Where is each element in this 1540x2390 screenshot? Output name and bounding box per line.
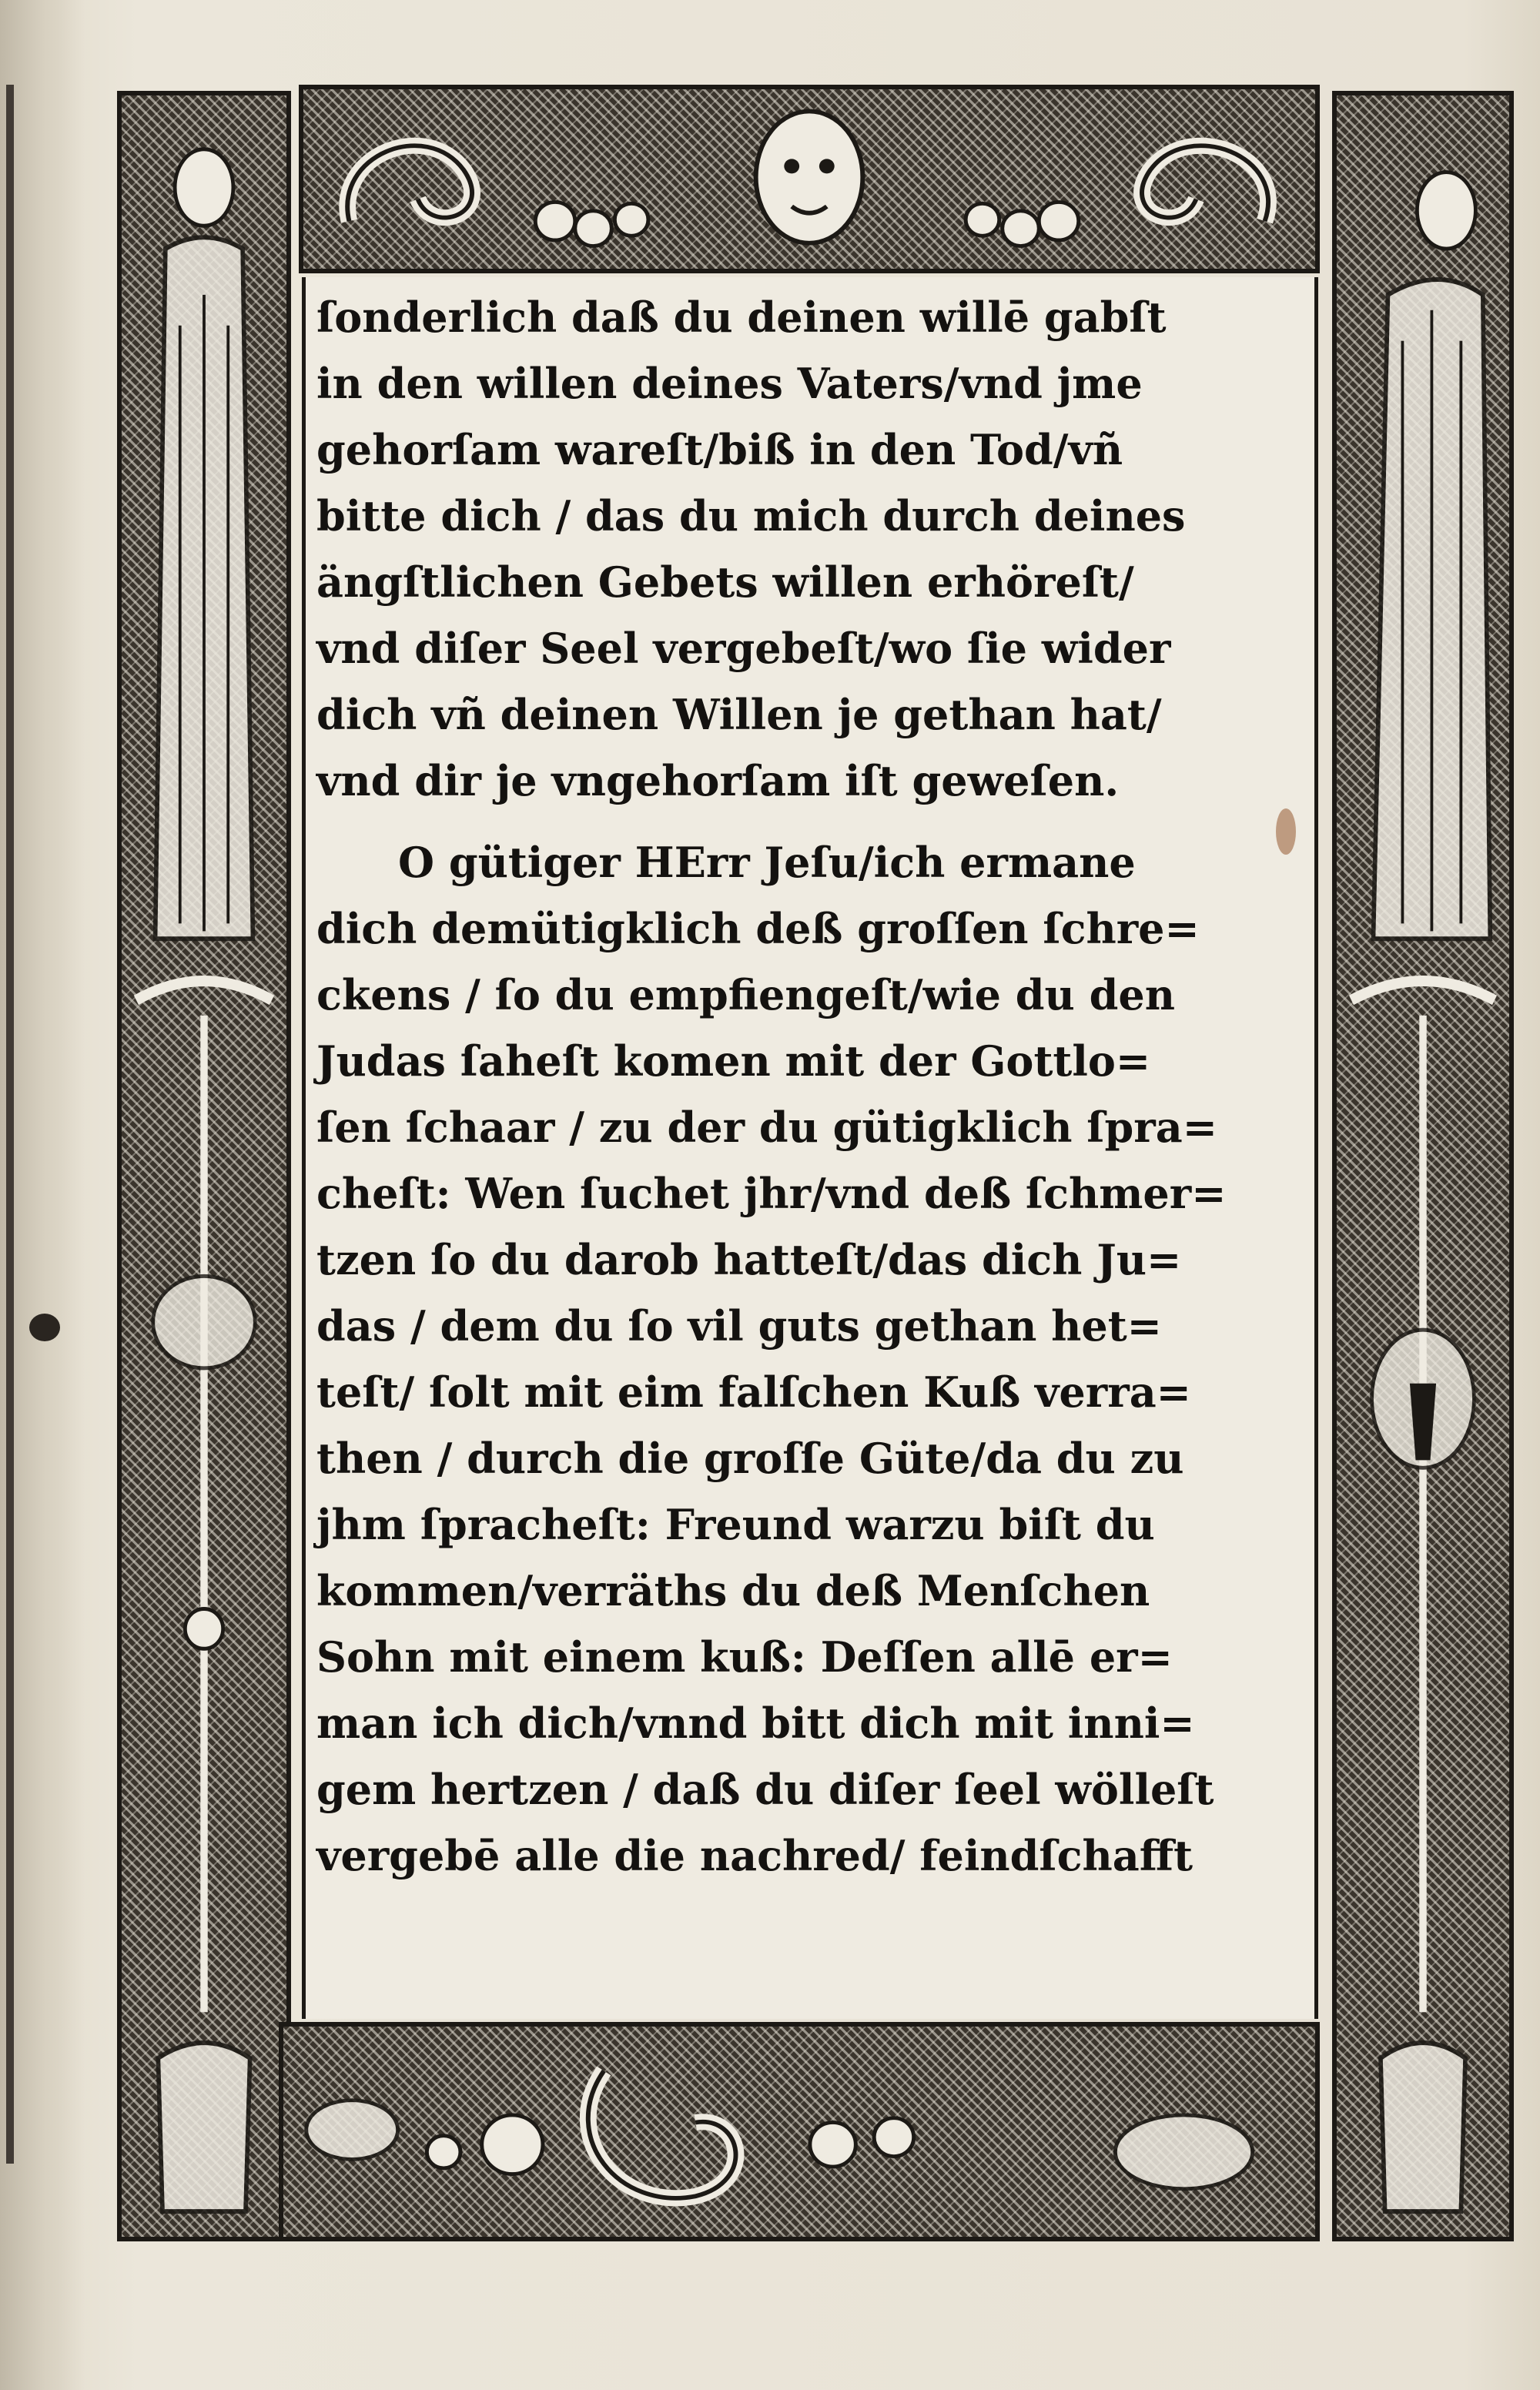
text-line: vergebē alle die nachred/ feindſchafft <box>316 1831 1194 1880</box>
text-line: dich vñ deinen Willen je gethan hat/ <box>316 690 1162 739</box>
text-line: dich demütigklich deß groſſen ſchre= <box>316 904 1200 953</box>
text-line: cheſt: Wen ſuchet jhr/vnd deß ſchmer= <box>316 1169 1227 1218</box>
text-line: then / durch die groſſe Güte/da du zu <box>316 1434 1184 1483</box>
text-line: bitte dich / das du mich durch deines <box>316 491 1186 541</box>
text-line: ſen ſchaar / zu der du gütigklich ſpra= <box>316 1103 1217 1152</box>
standing-figure-icon <box>1337 95 1509 2237</box>
text-line: Judas ſaheſt komen mit der Gottlo= <box>316 1036 1151 1086</box>
scroll-ornament-icon <box>303 89 1315 269</box>
facing-page-edge <box>6 85 14 2164</box>
book-gutter <box>0 0 85 2390</box>
text-line: vnd dir je vngehorſam iſt geweſen. <box>316 756 1120 805</box>
text-line: man ich dich/vnnd bitt dich mit inni= <box>316 1699 1195 1748</box>
text-line: gehorſam wareſt/biß in den Tod/vñ <box>316 425 1123 474</box>
text-line: das / dem du ſo vil guts gethan het= <box>316 1301 1162 1351</box>
left-woodcut-border <box>117 91 291 2241</box>
text-line: ckens / ſo du empfiengeſt/wie du den <box>316 970 1175 1019</box>
text-line: kommen/verräths du deß Menſchen <box>316 1566 1150 1615</box>
standing-figure-icon <box>122 95 286 2237</box>
right-woodcut-border <box>1332 91 1514 2241</box>
text-block <box>302 277 1318 2019</box>
paper-stain <box>1276 808 1296 855</box>
bottom-woodcut-border <box>279 2022 1320 2241</box>
text-line: jhm ſpracheſt: Freund warzu biſt du <box>316 1500 1155 1549</box>
text-line: Sohn mit einem kuß: Deſſen allē er= <box>316 1632 1173 1682</box>
text-line: vnd diſer Seel vergebeſt/wo ſie wider <box>316 624 1171 673</box>
text-line: ſonderlich daß du deinen willē gabſt <box>316 293 1167 342</box>
paragraph-start-line: O gütiger HErr Jeſu/ich ermane <box>398 838 1136 887</box>
text-line: gem hertzen / daß du diſer ſeel wölleſt <box>316 1765 1214 1814</box>
text-line: tzen ſo du darob hatteſt/das dich Ju= <box>316 1235 1182 1284</box>
top-woodcut-border <box>299 85 1320 273</box>
text-line: in den willen deines Vaters/vnd jme <box>316 359 1143 408</box>
text-line: ängſtlichen Gebets willen erhöreſt/ <box>316 557 1134 607</box>
scroll-ornament-icon <box>283 2027 1315 2237</box>
text-line: teſt/ ſolt mit eim falſchen Kuß verra= <box>316 1367 1191 1417</box>
ink-blot <box>29 1314 60 1341</box>
